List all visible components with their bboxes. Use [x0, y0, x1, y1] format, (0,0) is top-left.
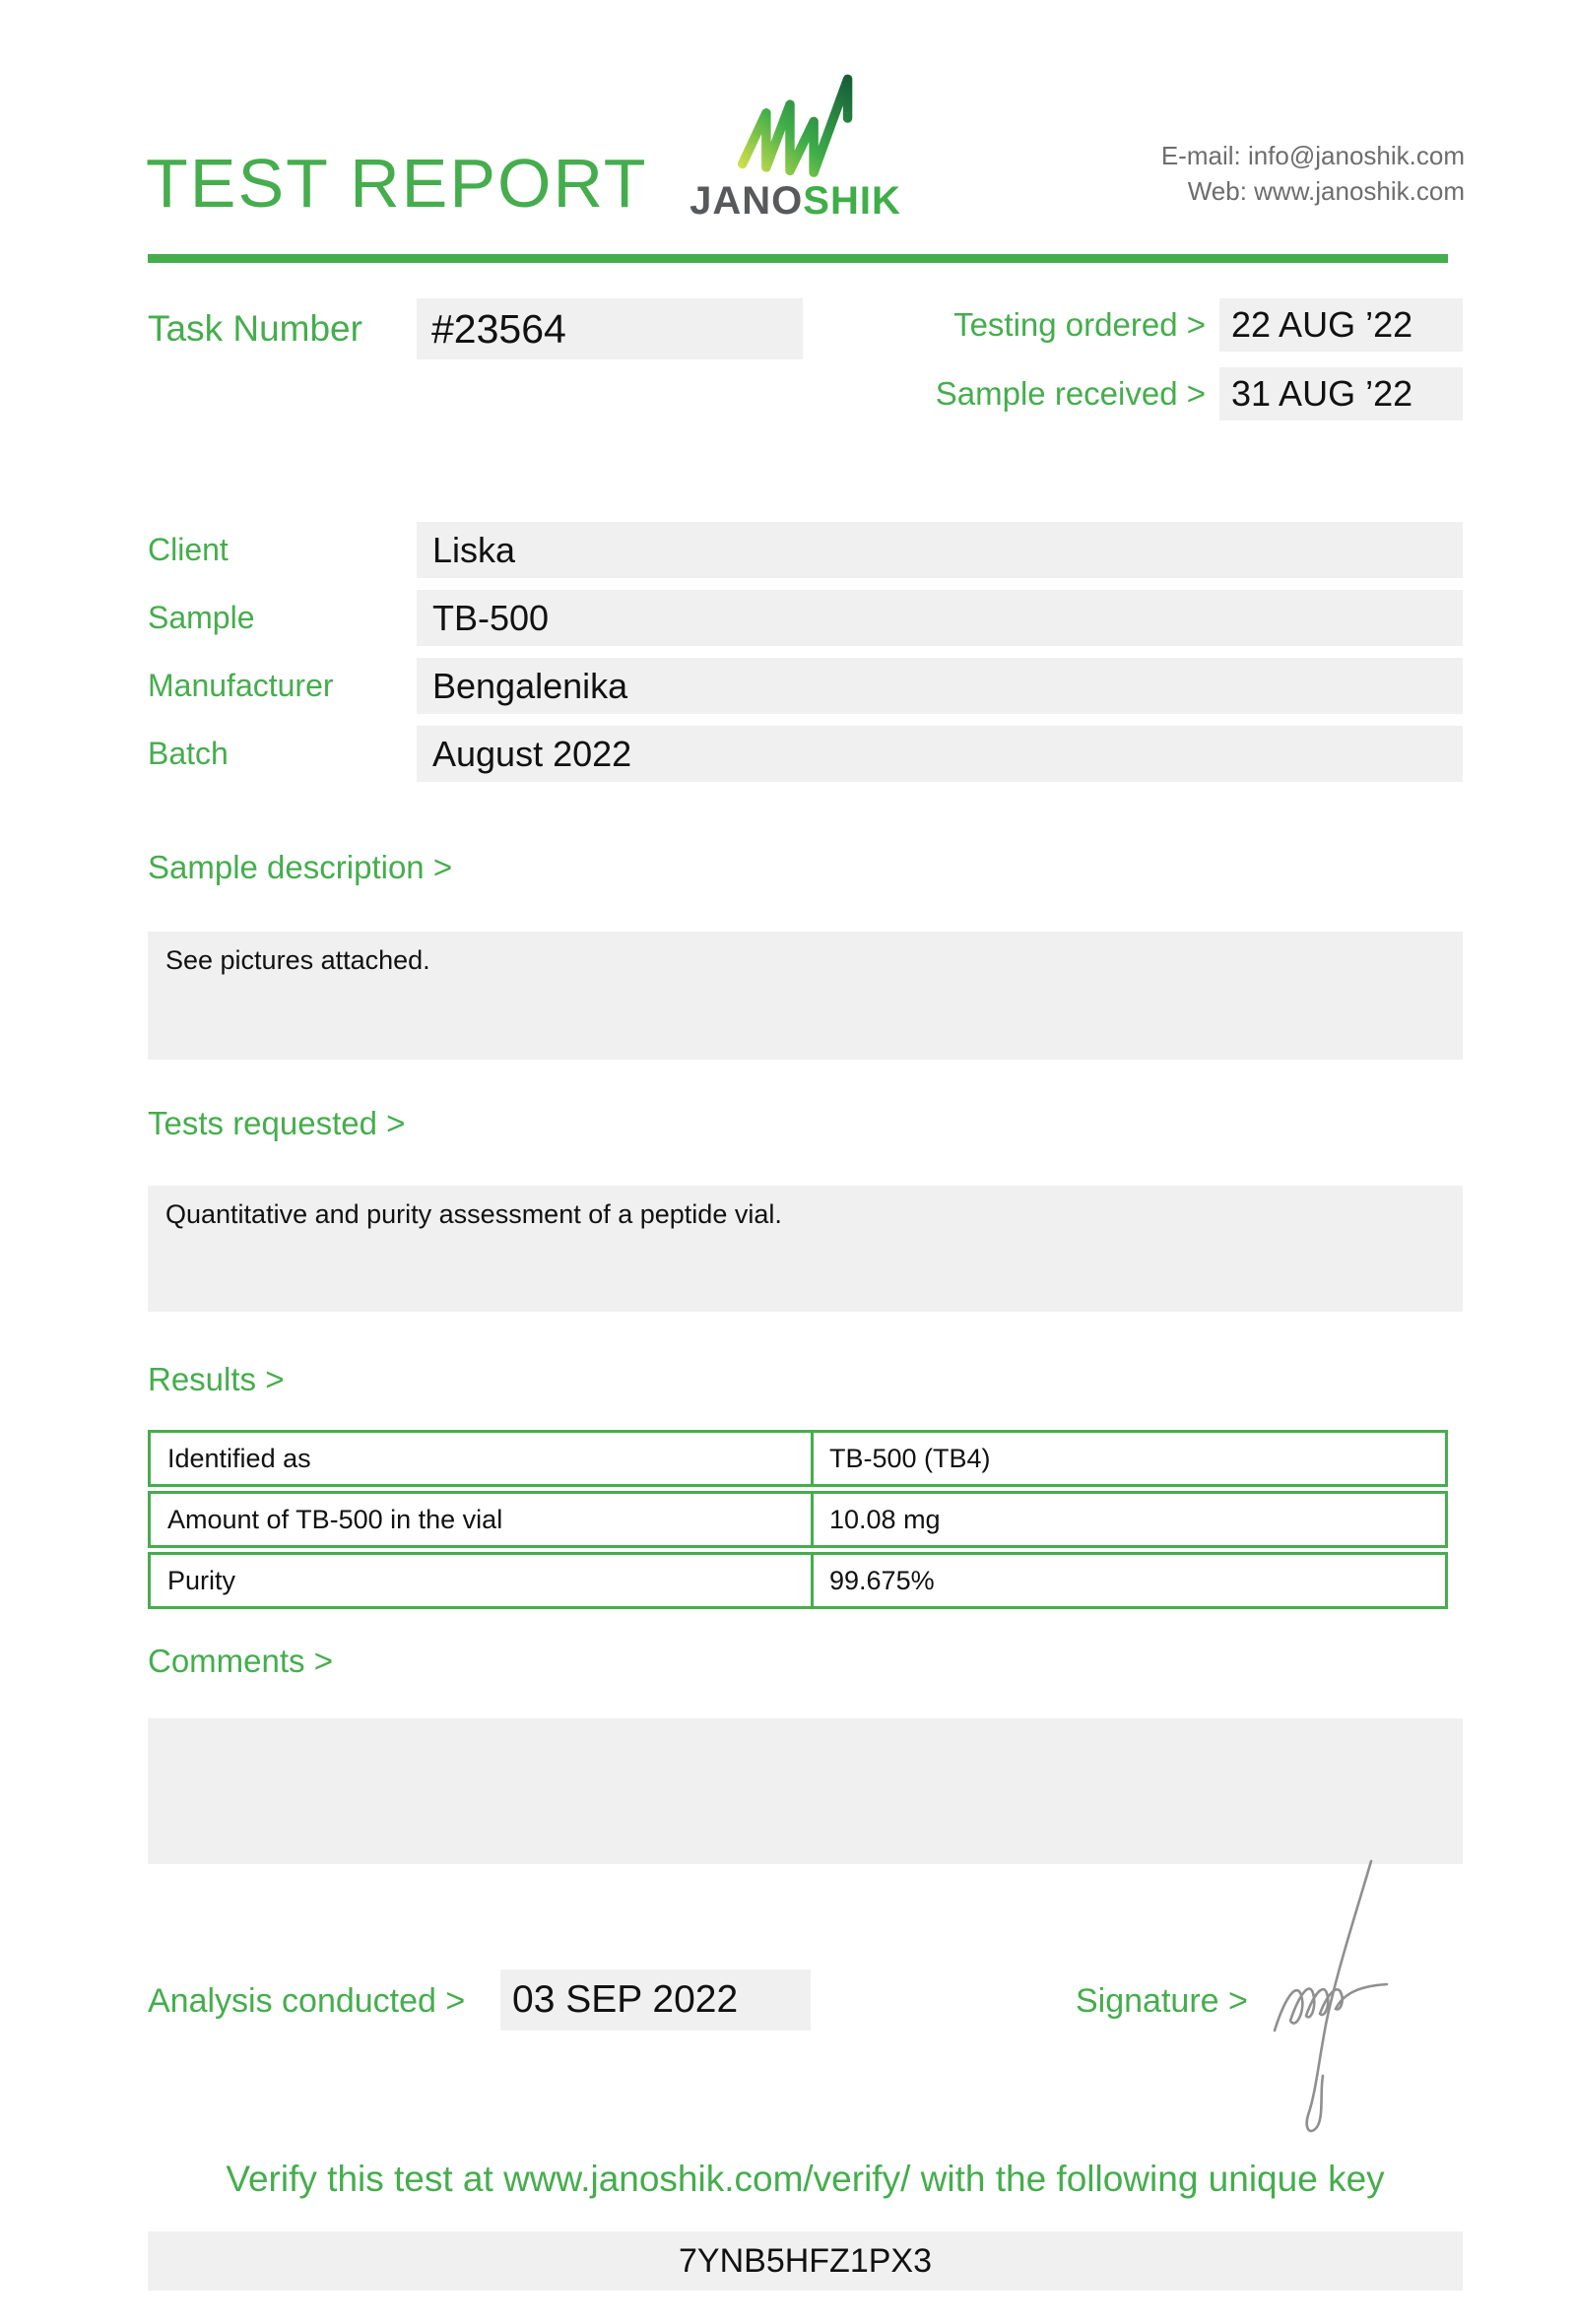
table-row [148, 1491, 1448, 1548]
janoshik-logo [690, 69, 901, 224]
sample-received-value: 31 AUG ’22 [1219, 367, 1463, 420]
result-name: Amount of TB-500 in the vial [167, 1504, 503, 1534]
task-number-label: Task Number [148, 308, 362, 349]
signature-label: Signature > [1076, 1982, 1248, 2020]
analysis-conducted-label: Analysis conducted > [148, 1982, 466, 2020]
testing-ordered-value: 22 AUG ’22 [1219, 298, 1463, 352]
testing-ordered-label: Testing ordered > [953, 306, 1206, 343]
client-label: Client [148, 532, 229, 567]
page-title: TEST REPORT [146, 145, 648, 222]
manufacturer-value: Bengalenika [417, 658, 1463, 714]
sample-value: TB-500 [417, 590, 1463, 646]
batch-row [148, 726, 1463, 782]
logo-wordmark [690, 179, 901, 224]
analysis-date-value: 03 SEP 2022 [500, 1969, 811, 2031]
comments-box [148, 1718, 1463, 1864]
tests-requested-heading: Tests requested > [148, 1105, 406, 1141]
client-value: Liska [417, 522, 1463, 578]
sample-received-row [886, 367, 1463, 420]
contact-info [1161, 138, 1465, 209]
signature-scribble [1261, 1847, 1438, 2143]
task-number-value: #23564 [417, 298, 803, 359]
results-table [148, 1430, 1448, 1613]
manufacturer-row [148, 658, 1463, 714]
contact-web: Web: www.janoshik.com [1187, 176, 1465, 206]
sample-description-heading: Sample description > [148, 849, 453, 885]
result-name: Identified as [167, 1443, 311, 1473]
logo-text-jano: JANO [690, 179, 804, 223]
sample-received-label: Sample received > [935, 375, 1206, 412]
result-value: TB-500 (TB4) [811, 1433, 1445, 1484]
testing-ordered-row [886, 298, 1463, 352]
manufacturer-label: Manufacturer [148, 668, 334, 703]
table-row [148, 1430, 1448, 1487]
contact-email: E-mail: info@janoshik.com [1160, 141, 1465, 170]
header-divider [148, 254, 1448, 263]
sample-label: Sample [148, 600, 255, 635]
result-value: 10.08 mg [811, 1494, 1445, 1545]
sample-info-block [148, 522, 1463, 794]
sample-description-box: See pictures attached. [148, 932, 1463, 1060]
client-row [148, 522, 1463, 578]
batch-label: Batch [148, 736, 229, 771]
dates-block [886, 298, 1463, 436]
verify-key: 7YNB5HFZ1PX3 [148, 2231, 1463, 2291]
result-name: Purity [167, 1565, 236, 1595]
sample-row [148, 590, 1463, 646]
logo-text-shik: SHIK [803, 179, 901, 223]
chart-arrow-icon [717, 69, 875, 179]
result-value: 99.675% [811, 1555, 1445, 1606]
results-heading: Results > [148, 1361, 285, 1397]
comments-heading: Comments > [148, 1643, 333, 1679]
tests-requested-box: Quantitative and purity assessment of a peptide vial. [148, 1186, 1463, 1312]
table-row [148, 1552, 1448, 1609]
batch-value: August 2022 [417, 726, 1463, 782]
verify-instruction: Verify this test at www.janoshik.com/verify/ with the following unique key [226, 2159, 1385, 2199]
